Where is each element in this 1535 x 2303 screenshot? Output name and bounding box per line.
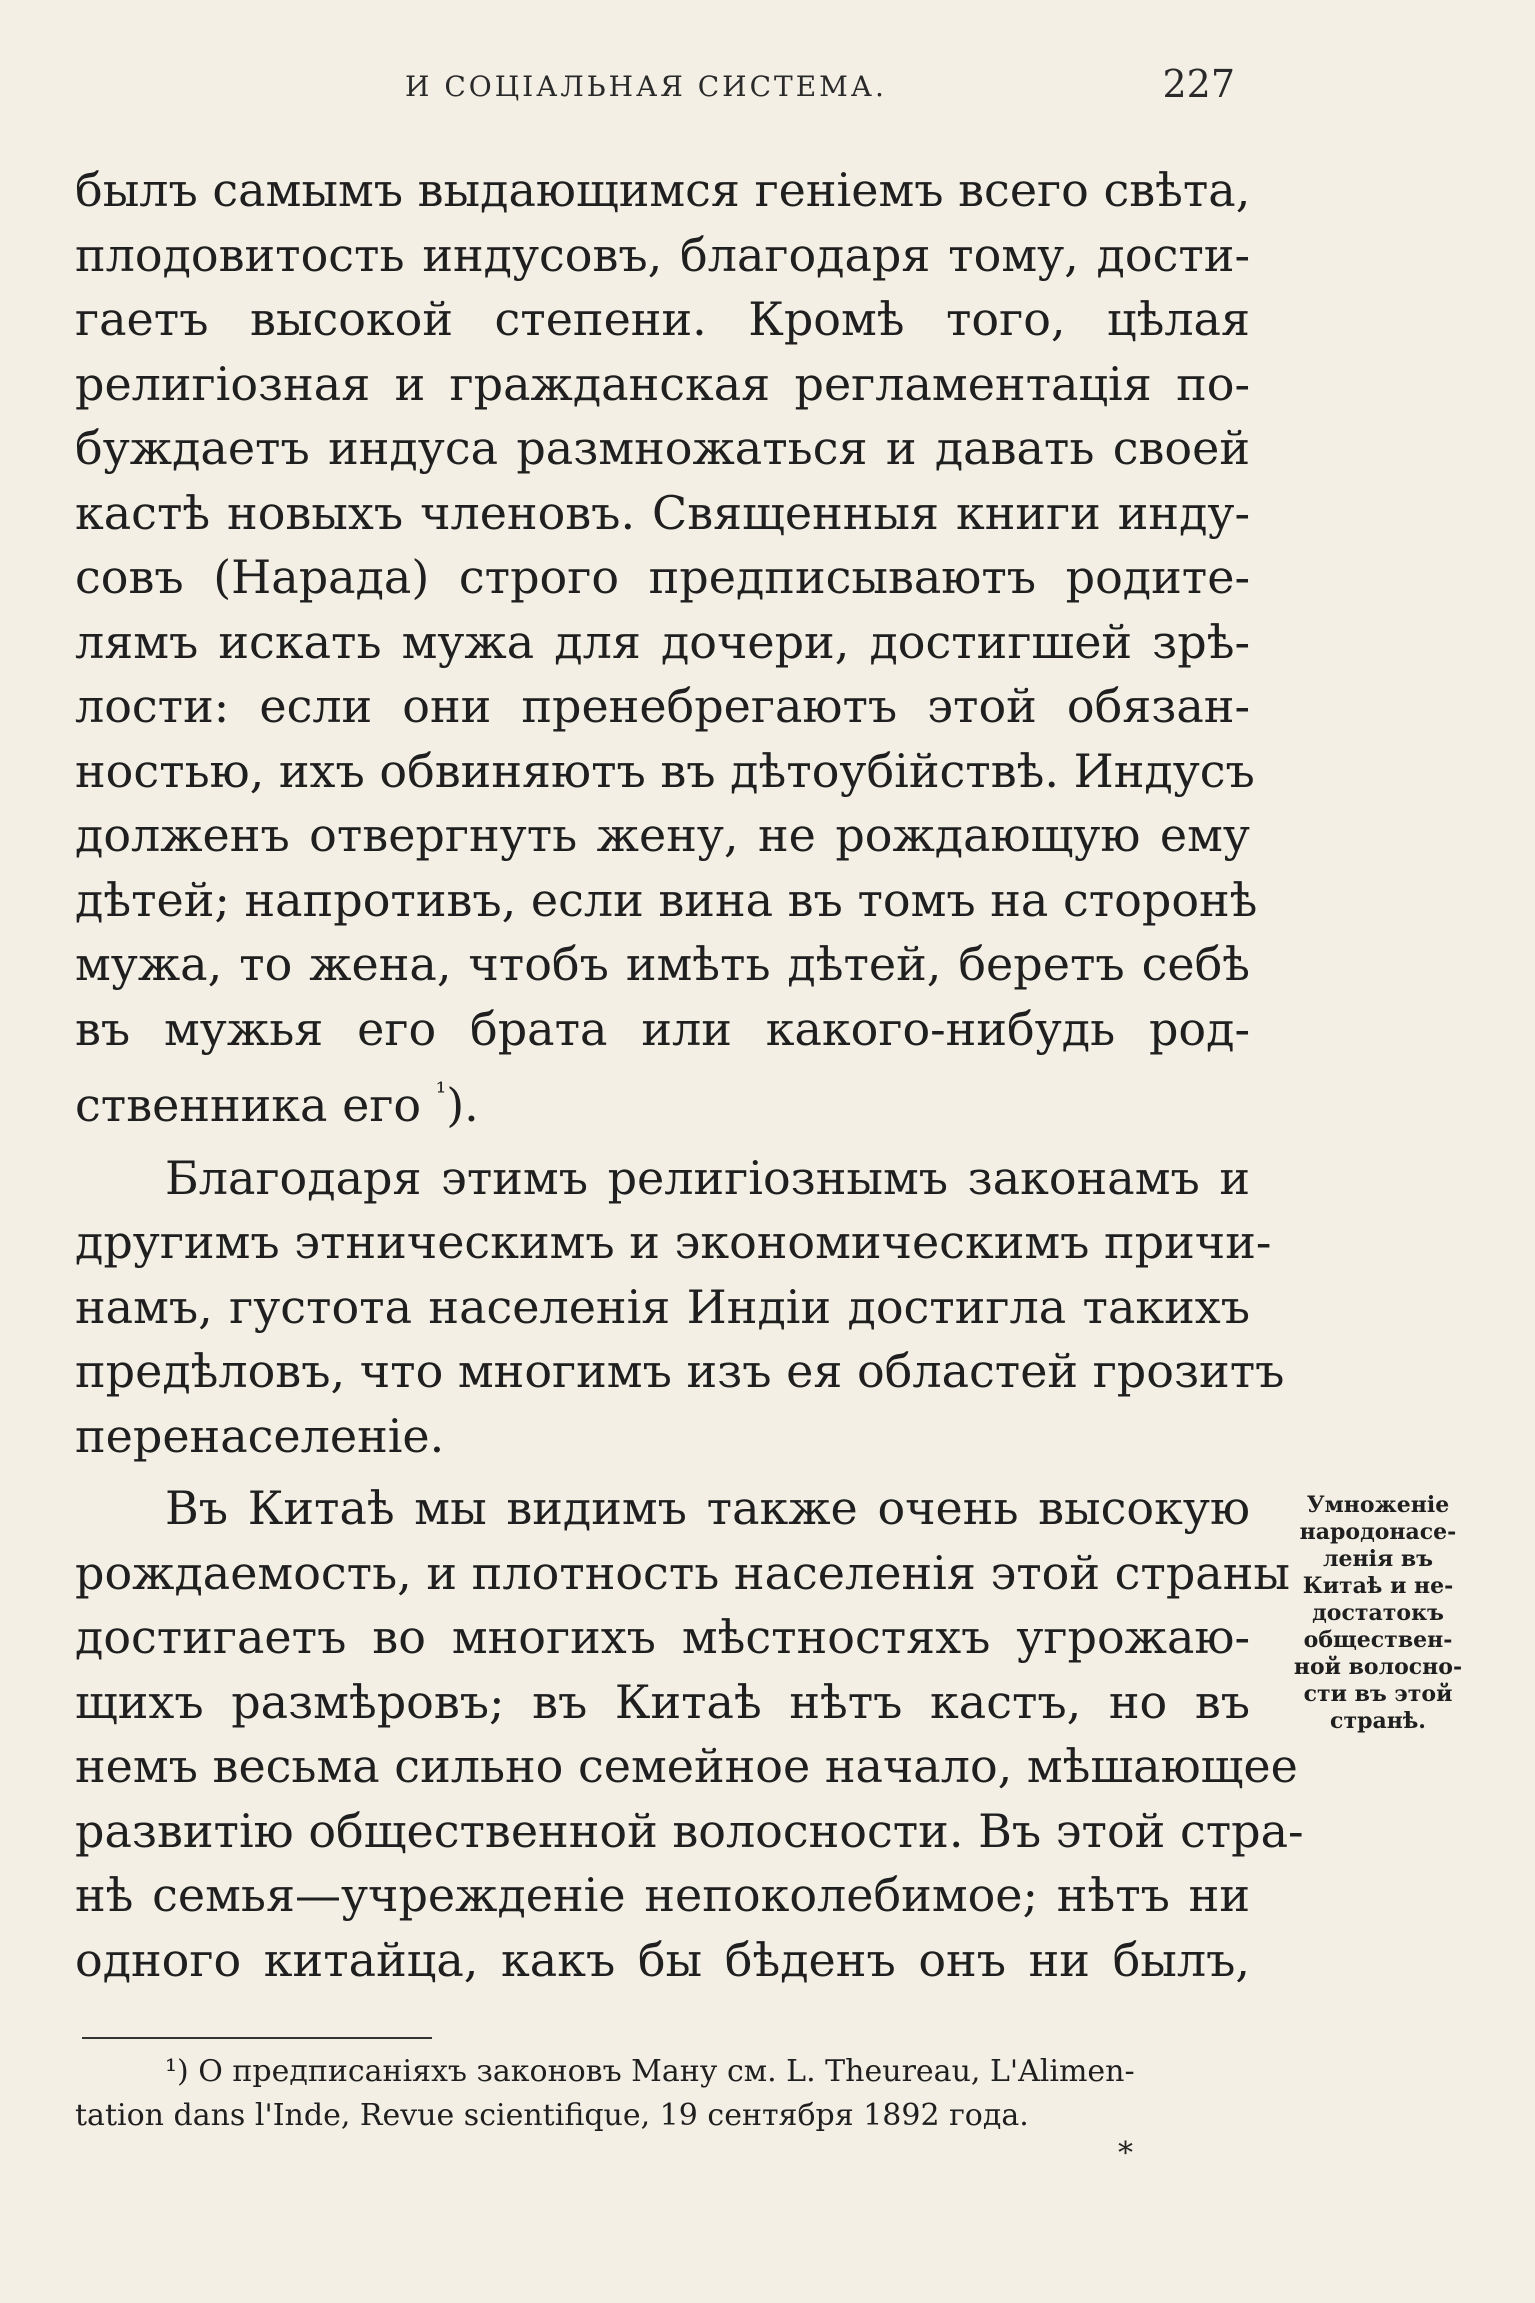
text-line: гаетъ высокой степени. Кромѣ того, цѣлая <box>75 292 1250 346</box>
margin-note-line: достатокъ <box>1312 1600 1444 1626</box>
margin-note-line: обществен- <box>1303 1627 1453 1653</box>
footnote <box>75 2050 1250 2138</box>
text-line: другимъ этническимъ и экономическимъ причи- <box>75 1215 1272 1269</box>
page-header <box>75 62 1235 112</box>
text-line: лости: если они пренебрегаютъ этой обязан- <box>75 679 1250 733</box>
margin-note-line: Умноженіе <box>1306 1492 1450 1518</box>
margin-note-line: Китаѣ и не- <box>1302 1573 1454 1599</box>
running-head: И СОЦІАЛЬНАЯ СИСТЕМА. <box>405 70 887 103</box>
text-line: долженъ отвергнуть жену, не рождающую ему <box>75 808 1250 862</box>
paragraph-1 <box>75 158 1258 1138</box>
text-line: ностью, ихъ обвиняютъ въ дѣтоубійствѣ. Индусъ <box>75 743 1255 798</box>
text-line <box>75 1061 1250 1138</box>
margin-note-line: народонасе- <box>1299 1519 1457 1545</box>
footnote-reference: ¹ <box>435 1078 447 1108</box>
text-line: Благодаря этимъ религіознымъ законамъ и <box>165 1150 1250 1205</box>
text-line: религіозная и гражданская регламентація по- <box>75 356 1250 411</box>
text-line: предѣловъ, что многимъ изъ ея областей грозитъ <box>75 1344 1285 1398</box>
text-line: одного китайца, какъ бы бѣденъ онъ ни былъ, <box>75 1932 1250 1987</box>
margin-note-line: странѣ. <box>1330 1708 1426 1734</box>
text-line: плодовитость индусовъ, благодаря тому, дости- <box>75 227 1250 282</box>
text-line: перенаселеніе. <box>75 1408 445 1463</box>
page-number: 227 <box>1162 62 1235 106</box>
text-line: мужа, то жена, чтобъ имѣть дѣтей, беретъ себѣ <box>75 937 1250 991</box>
margin-note-line: ной волосно- <box>1293 1654 1463 1680</box>
text-line: рождаемость, и плотность населенія этой страны <box>75 1545 1291 1600</box>
text-line: кастѣ новыхъ членовъ. Священныя книги инду- <box>75 485 1250 540</box>
text-line: въ мужья его брата или какого-нибудь род- <box>75 1001 1250 1056</box>
text-line: Въ Китаѣ мы видимъ также очень высокую <box>165 1481 1250 1535</box>
paragraph-2 <box>75 1146 1285 1469</box>
line-text: ственника его <box>75 1078 422 1132</box>
footnote-line: ¹) О предписаніяхъ законовъ Ману см. L. Theureau, L'Alimen- <box>165 2054 1135 2089</box>
text-line: развитію общественной волосности. Въ этой стра- <box>75 1803 1304 1858</box>
footnote-divider <box>82 2037 432 2039</box>
margin-note <box>1268 1492 1488 1735</box>
line-text: ). <box>446 1078 479 1132</box>
text-line: намъ, густота населенія Индіи достигла такихъ <box>75 1279 1250 1334</box>
text-line: буждаетъ индуса размножаться и давать своей <box>75 421 1250 475</box>
signature-mark: * <box>1118 2136 1133 2171</box>
main-text <box>75 158 1304 1992</box>
text-line: щихъ размѣровъ; въ Китаѣ нѣтъ кастъ, но въ <box>75 1674 1250 1729</box>
text-line: дѣтей; напротивъ, если вина въ томъ на сторонѣ <box>75 872 1258 927</box>
margin-note-line: ленія въ <box>1322 1546 1434 1572</box>
text-line: лямъ искать мужа для дочери, достигшей зрѣ- <box>75 614 1250 669</box>
text-line: немъ весьма сильно семейное начало, мѣшающее <box>75 1739 1298 1793</box>
text-line: нѣ семья—учрежденіе непоколебимое; нѣтъ ни <box>75 1868 1250 1922</box>
margin-note-line: сти въ этой <box>1303 1681 1453 1707</box>
text-line: совъ (Нарада) строго предписываютъ родите- <box>75 550 1250 604</box>
text-line: достигаетъ во многихъ мѣстностяхъ угрожаю- <box>75 1610 1250 1664</box>
paragraph-3 <box>75 1476 1304 1992</box>
footnote-line: tation dans l'Inde, Revue scientifique, 19 сентября 1892 года. <box>75 2098 1029 2133</box>
text-line: былъ самымъ выдающимся геніемъ всего свѣта, <box>75 163 1251 217</box>
